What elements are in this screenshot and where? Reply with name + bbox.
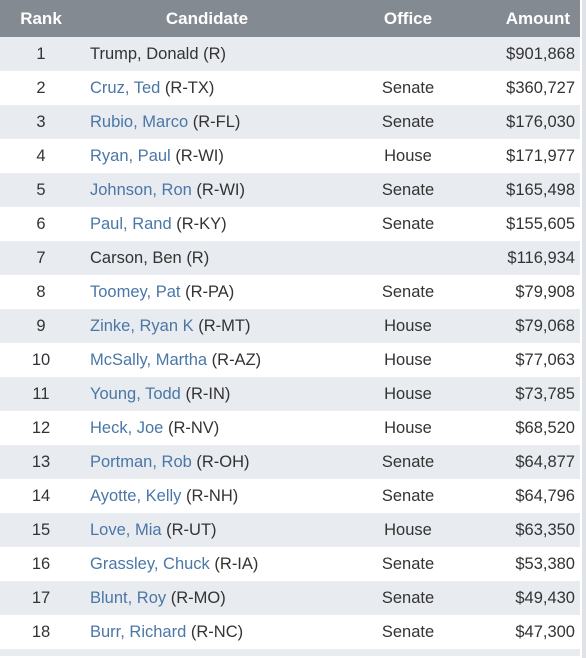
candidate-party: (R) <box>203 44 227 63</box>
candidate-cell <box>82 377 332 411</box>
candidate-link[interactable]: Zinke, Ryan K <box>90 316 194 335</box>
office-cell <box>332 37 484 71</box>
table-row <box>0 37 580 71</box>
candidate-party: (R-NH) <box>186 486 239 505</box>
header-rank[interactable]: Rank <box>20 8 62 28</box>
candidate-party: (R) <box>186 248 210 267</box>
rank-cell: 13 <box>31 452 51 471</box>
rank-cell: 5 <box>36 180 46 199</box>
candidate-link[interactable]: McSally, Martha <box>90 350 208 369</box>
candidate-link[interactable]: Toomey, Pat <box>90 282 181 301</box>
candidate-cell <box>82 207 332 241</box>
partial-cell <box>0 649 82 656</box>
candidate-link[interactable]: Rubio, Marco <box>90 112 189 131</box>
rank-cell: 7 <box>36 248 46 267</box>
rank-cell: 16 <box>31 554 51 573</box>
office-cell: Senate <box>381 452 435 471</box>
candidate-cell <box>82 513 332 547</box>
candidate-name: Carson, Ben <box>90 248 182 267</box>
candidate-cell <box>82 445 332 479</box>
candidate-link[interactable]: Heck, Joe <box>90 418 164 437</box>
header-amount[interactable]: Amount <box>505 8 570 28</box>
table-row <box>0 207 580 241</box>
office-cell: Senate <box>381 282 435 301</box>
table-row <box>0 71 580 105</box>
candidate-cell <box>82 479 332 513</box>
table-row <box>0 513 580 547</box>
office-cell: Senate <box>381 214 435 233</box>
amount-cell: $64,877 <box>515 452 575 471</box>
office-cell: House <box>384 316 432 335</box>
rank-cell: 4 <box>36 146 46 165</box>
rank-cell: 8 <box>36 282 46 301</box>
candidate-cell <box>82 241 332 275</box>
candidate-cell <box>82 71 332 105</box>
rank-cell: 12 <box>31 418 51 437</box>
amount-cell: $901,868 <box>506 44 575 63</box>
rank-cell: 3 <box>36 112 46 131</box>
table-row <box>0 309 580 343</box>
candidate-link[interactable]: Ayotte, Kelly <box>90 486 182 505</box>
office-cell <box>332 241 484 275</box>
candidate-cell <box>82 105 332 139</box>
amount-cell: $47,300 <box>515 622 575 641</box>
candidate-party: (R-WI) <box>175 146 224 165</box>
amount-cell: $73,785 <box>515 384 575 403</box>
amount-cell: $49,430 <box>515 588 575 607</box>
office-cell: House <box>384 146 432 165</box>
amount-cell: $77,063 <box>515 350 575 369</box>
amount-cell: $171,977 <box>506 146 575 165</box>
table-body <box>0 37 580 656</box>
candidate-cell <box>82 139 332 173</box>
amount-cell: $63,350 <box>515 520 575 539</box>
rank-cell: 6 <box>36 214 46 233</box>
office-cell: Senate <box>381 78 435 97</box>
table-row <box>0 275 580 309</box>
amount-cell: $176,030 <box>506 112 575 131</box>
rank-cell: 11 <box>32 384 50 403</box>
partial-cell <box>82 649 332 656</box>
candidate-party: (R-OH) <box>196 452 250 471</box>
candidate-cell <box>82 309 332 343</box>
rank-cell: 15 <box>31 520 51 539</box>
header-office[interactable]: Office <box>383 8 433 28</box>
candidate-party: (R-UT) <box>166 520 217 539</box>
office-cell: House <box>384 350 432 369</box>
table-row <box>0 411 580 445</box>
candidate-cell <box>82 275 332 309</box>
office-cell: House <box>384 418 432 437</box>
amount-cell: $360,727 <box>506 78 575 97</box>
office-cell: House <box>384 520 432 539</box>
office-cell: Senate <box>381 486 435 505</box>
table-row <box>0 343 580 377</box>
candidate-party: (R-AZ) <box>211 350 262 369</box>
partial-cell <box>484 649 580 656</box>
candidate-cell <box>82 581 332 615</box>
partial-cell <box>332 649 484 656</box>
candidate-name: Trump, Donald <box>90 44 199 63</box>
candidate-link[interactable]: Grassley, Chuck <box>90 554 210 573</box>
candidate-link[interactable]: Paul, Rand <box>90 214 172 233</box>
header-candidate[interactable]: Candidate <box>165 8 249 28</box>
table-row <box>0 615 580 649</box>
amount-cell: $116,934 <box>507 248 575 267</box>
candidate-cell <box>82 411 332 445</box>
candidate-cell <box>82 615 332 649</box>
candidate-link[interactable]: Portman, Rob <box>90 452 192 471</box>
table-row <box>0 173 580 207</box>
candidate-cell <box>82 343 332 377</box>
amount-cell: $79,908 <box>515 282 575 301</box>
candidate-party: (R-TX) <box>164 78 215 97</box>
amount-cell: $68,520 <box>515 418 575 437</box>
table-row <box>0 105 580 139</box>
candidate-link[interactable]: Young, Todd <box>90 384 181 403</box>
table-row <box>0 445 580 479</box>
table-header <box>0 0 580 37</box>
rank-cell: 14 <box>31 486 51 505</box>
candidate-party: (R-NC) <box>190 622 244 641</box>
rank-cell: 18 <box>31 622 51 641</box>
amount-cell: $155,605 <box>506 214 575 233</box>
candidate-party: (R-PA) <box>185 282 235 301</box>
office-cell: Senate <box>381 622 435 641</box>
table-row <box>0 241 580 275</box>
header-row <box>0 0 580 37</box>
office-cell: Senate <box>381 180 435 199</box>
candidate-party: (R-WI) <box>196 180 245 199</box>
table-row <box>0 581 580 615</box>
candidate-link[interactable]: Johnson, Ron <box>90 180 192 199</box>
rank-cell: 10 <box>31 350 51 369</box>
candidate-party: (R-KY) <box>176 214 227 233</box>
amount-cell: $64,796 <box>515 486 575 505</box>
candidate-party: (R-MT) <box>198 316 251 335</box>
rank-cell: 17 <box>31 588 51 607</box>
table-row <box>0 139 580 173</box>
table-row <box>0 547 580 581</box>
candidate-party: (R-IA) <box>214 554 259 573</box>
candidate-cell <box>82 173 332 207</box>
candidate-party: (R-FL) <box>192 112 241 131</box>
office-cell: Senate <box>381 588 435 607</box>
amount-cell: $79,068 <box>515 316 575 335</box>
candidate-cell <box>82 547 332 581</box>
candidate-link[interactable]: Love, Mia <box>90 520 162 539</box>
table-row <box>0 479 580 513</box>
office-cell: Senate <box>381 554 435 573</box>
table-row <box>0 377 580 411</box>
candidate-link[interactable]: Ryan, Paul <box>90 146 171 165</box>
candidate-party: (R-MO) <box>170 588 226 607</box>
candidate-link[interactable]: Blunt, Roy <box>90 588 167 607</box>
table-row-partial <box>0 649 580 656</box>
amount-cell: $165,498 <box>506 180 575 199</box>
candidate-link[interactable]: Burr, Richard <box>90 622 187 641</box>
candidate-link[interactable]: Cruz, Ted <box>90 78 161 97</box>
candidate-party: (R-IN) <box>185 384 231 403</box>
rank-cell: 2 <box>36 78 46 97</box>
candidate-party: (R-NV) <box>167 418 220 437</box>
rank-cell: 9 <box>36 316 46 335</box>
amount-cell: $53,380 <box>515 554 575 573</box>
office-cell: Senate <box>381 112 435 131</box>
candidate-cell <box>82 37 332 71</box>
office-cell: House <box>384 384 432 403</box>
rank-cell: 1 <box>36 44 46 63</box>
scroll-edge <box>582 0 586 658</box>
